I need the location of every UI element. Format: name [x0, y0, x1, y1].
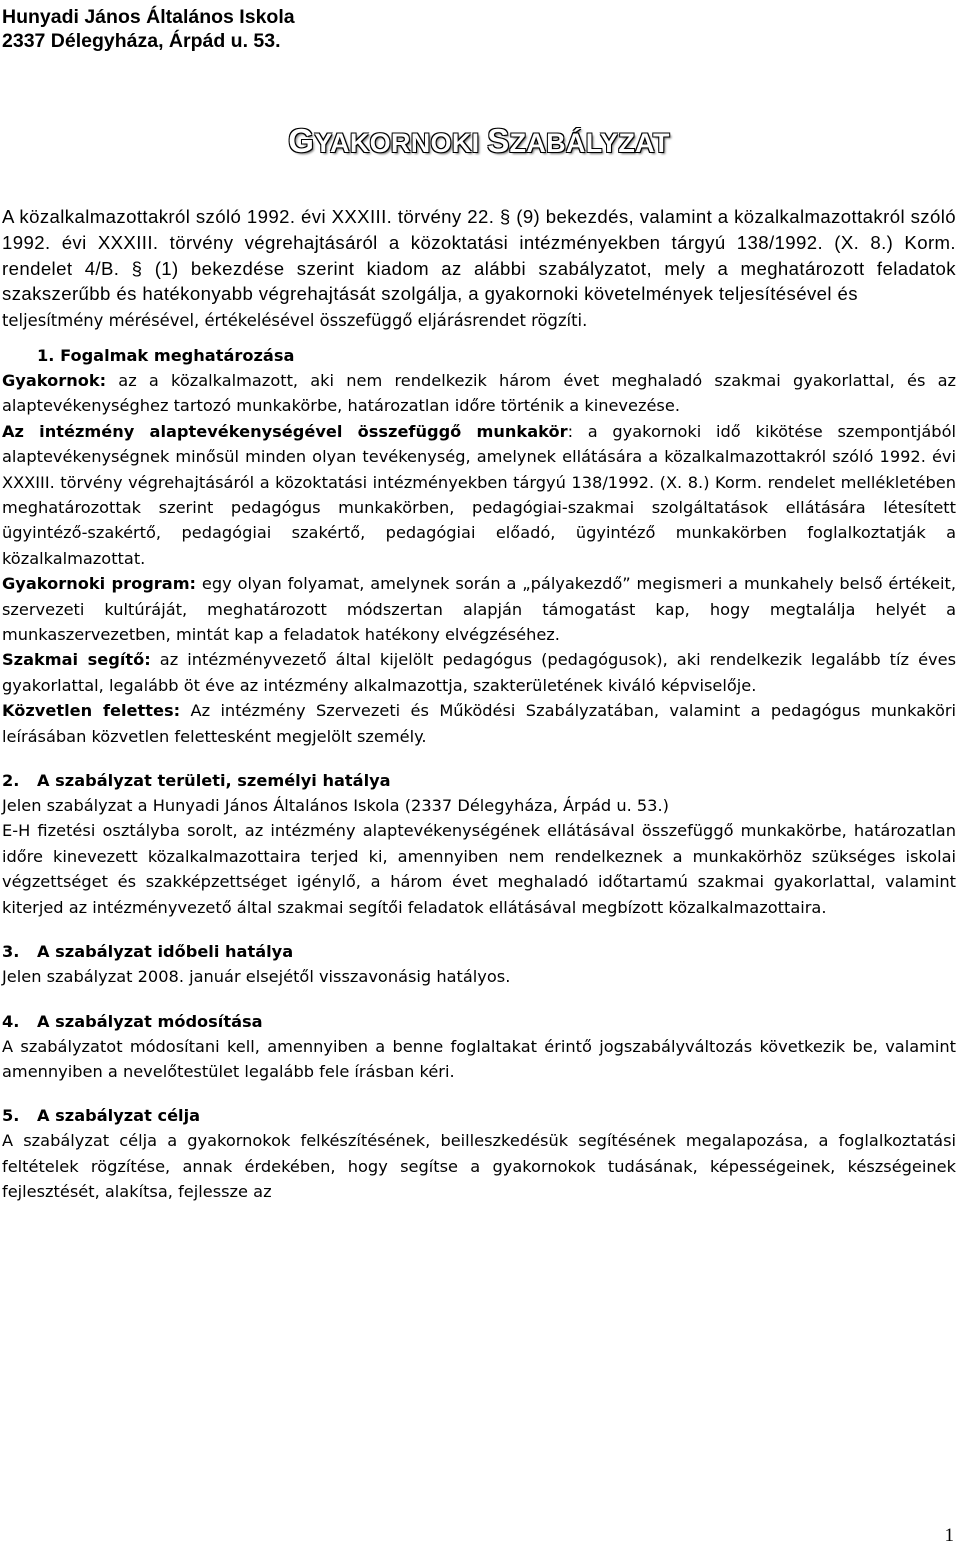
definition-term: Gyakornok:	[2, 370, 107, 390]
section-4-number: 4.	[2, 1011, 20, 1031]
section-4-text: A szabályzatot módosítani kell, amennyiben a benne foglaltakat érintő jogszabályváltozás következik be, valamint amennyiben a nevelőtestület legalább fele írásban kéri.	[2, 1036, 956, 1081]
section-5-heading	[2, 1103, 956, 1128]
school-address: 2337 Délegyháza, Árpád u. 53.	[2, 30, 281, 52]
intro-tail: teljesítmény mérésével, értékelésével összefüggő eljárásrendet rögzíti.	[2, 311, 588, 331]
definition-text: : a gyakornoki idő kikötése szempontjából alaptevékenységnek minősül minden olyan tevékenység, amelynek ellátására a közalkalmazottakról szóló 1992. évi XXXIII. törvény végrehajtásáról a közoktatási intézményekben tárgyú 138/1992. (X. 8.) Korm. rendelet mellékletében meghatározottak szerint pedagógus munkakörben, pedagógiai-szakmai szolgáltatások ellátására létesített ügyintéző-szakértő, pedagógiai szakértő, pedagógiai előadó, ügyintéző munkakörben foglalkoztatják a közalkalmazottat.	[2, 421, 956, 568]
section-2-title: A szabályzat területi, személyi hatálya	[37, 771, 391, 791]
definition-munkakor	[2, 419, 956, 571]
definition-term: Gyakornoki program:	[2, 574, 197, 594]
section-1-number: 1.	[37, 345, 55, 365]
definition-text: egy olyan folyamat, amelynek során a „pályakezdő” megismeri a munkahely belső értékeit, szervezeti kultúráját, meghatározott módszertan alapján támogatást kap, hogy megtalálja helyét a munkaszervezetben, mintát kap a feladatok hatékony elvégzéséhez.	[2, 574, 956, 645]
title-part-2: ZABÁLYZAT	[509, 128, 670, 158]
section-4-heading	[2, 1009, 956, 1034]
section-3-text: Jelen szabályzat 2008. január elsejétől visszavonásig hatályos.	[2, 967, 511, 987]
section-5-text: A szabályzat célja a gyakornokok felkészítésének, beilleszkedésük segítésének megalapozása, a foglalkoztatási feltételek rögzítése, annak érdekében, hogy segítse a gyakornokok tudásának, képességeinek, készségeinek fejlesztését, alakítsa, fejlessze az	[2, 1131, 956, 1202]
section-5-title: A szabályzat célja	[37, 1106, 201, 1126]
definition-text: Az intézmény Szervezeti és Működési Szabályzatában, valamint a pedagógus munkaköri leírásában közvetlen felettesként megjelölt személy.	[2, 701, 956, 746]
school-name: Hunyadi János Általános Iskola	[2, 6, 295, 28]
section-1-title: Fogalmak meghatározása	[60, 345, 295, 365]
definition-term: Szakmai segítő:	[2, 650, 151, 670]
definition-term: Közvetlen felettes:	[2, 701, 181, 721]
intro-text: A közalkalmazottakról szóló 1992. évi XXXIII. törvény 22. § (9) bekezdés, valamint a közalkalmazottakról szóló 1992. évi XXXIII. törvény végrehajtásáról a közoktatási intézményekben tárgyú 138/1992. (X. 8.) Korm. rendelet 4/B. § (1) bekezdése szerint kiadom az alábbi szabályzatot, mely a meghatározott feladatok szakszerűbb és hatékonyabb végrehajtását szolgálja, a gyakornoki követelmények teljesítésével és	[2, 206, 956, 305]
section-2-heading	[2, 768, 956, 793]
section-1-heading	[2, 343, 956, 368]
section-2-text: E-H fizetési osztályba sorolt, az intézmény alaptevékenységének ellátásával összefüggő munkakörbe, határozatlan időre kinevezett közalkalmazottaira terjed ki, amennyiben nem rendelkeznek a munkakörhöz szükséges iskolai végzettséget és szakképzettséget igénylő, a három évet meghaladó időtartamú szakmai gyakorlattal, valamint kiterjed az intézményvezető által szakmai segítői feladatok ellátásával megbízott közalkalmazottaira.	[2, 821, 956, 917]
section-2-line1: Jelen szabályzat a Hunyadi János Általános Iskola (2337 Délegyháza, Árpád u. 53.)	[2, 796, 669, 816]
intro-paragraph	[2, 204, 956, 334]
section-3-title: A szabályzat időbeli hatálya	[37, 942, 294, 962]
definition-program	[2, 571, 956, 647]
title-initial-1: G	[288, 122, 315, 159]
section-3-heading	[2, 939, 956, 964]
definition-felettes	[2, 698, 956, 749]
definition-term: Az intézmény alaptevékenységével összefüggő munkakör	[2, 421, 568, 441]
section-4-title: A szabályzat módosítása	[37, 1011, 263, 1031]
title-part-1: YAKORNOKI	[314, 128, 488, 158]
document-page	[2, 0, 956, 1205]
section-2-number: 2.	[2, 771, 20, 791]
definition-text: az intézményvezető által kijelölt pedagógus (pedagógusok), aki rendelkezik legalább tíz éves gyakorlattal, legalább öt éve az intézmény alkalmazottja, szakterületének kiváló képviselője.	[2, 650, 956, 695]
definition-gyakornok	[2, 368, 956, 419]
title-initial-2: S	[487, 122, 510, 159]
document-title	[2, 124, 956, 160]
definition-text: az a közalkalmazott, aki nem rendelkezik három évet meghaladó szakmai gyakorlattal, és az alaptevékenységhez tartozó munkakörbe, határozatlan időre történik a kinevezése.	[2, 370, 956, 416]
section-3-number: 3.	[2, 942, 20, 962]
page-number: 1	[944, 1525, 954, 1546]
definition-segito	[2, 647, 956, 698]
section-5-number: 5.	[2, 1106, 20, 1126]
